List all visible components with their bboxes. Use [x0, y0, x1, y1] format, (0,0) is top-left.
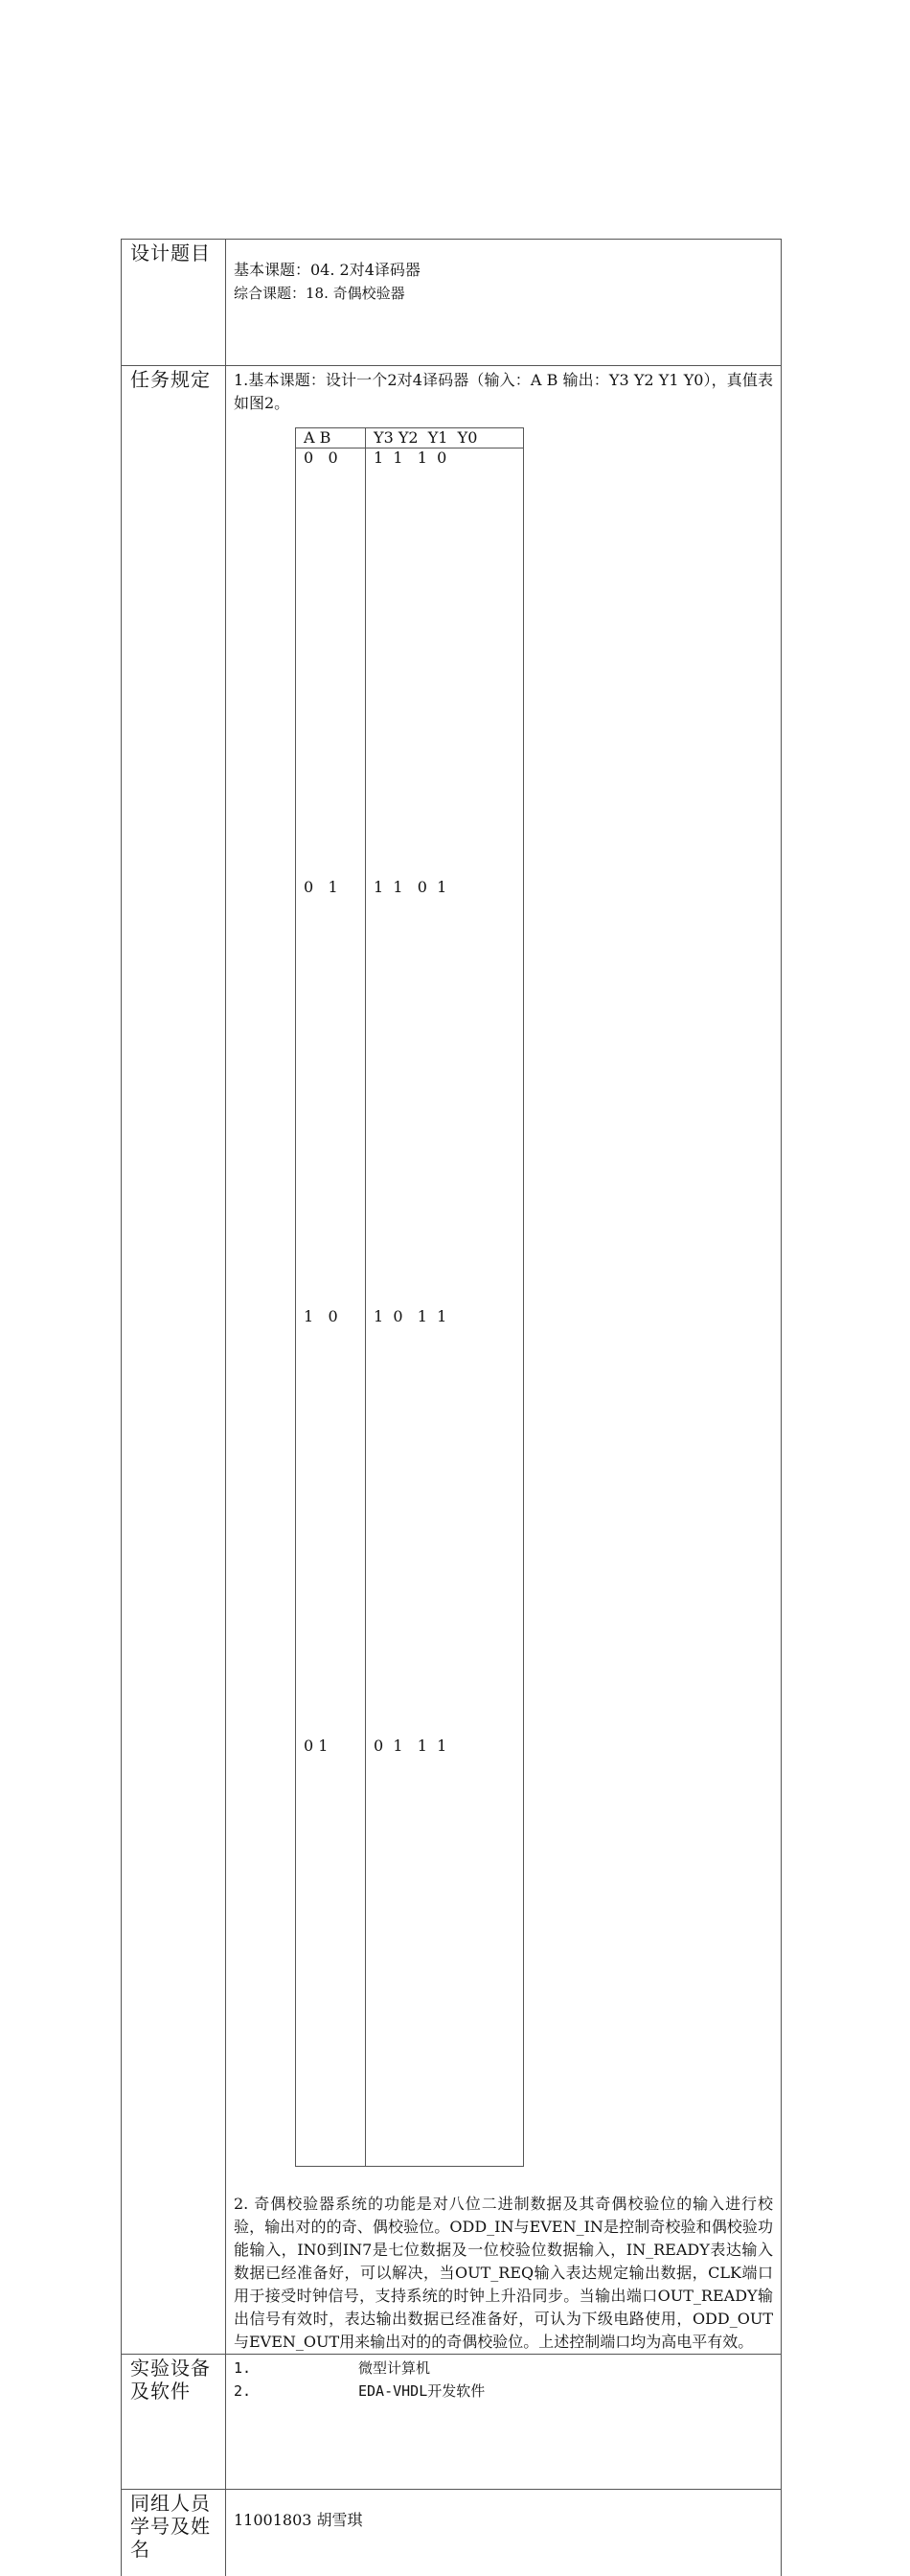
truth-table-row — [296, 1307, 524, 1736]
truth-table-cell-outputs: 1 0 1 1 — [366, 1307, 524, 1736]
truth-table-cell-inputs: 0 1 — [296, 878, 366, 1307]
truth-table-header-outputs: Y3 Y2 Y1 Y0 — [366, 428, 524, 448]
truth-table-cell-inputs: 1 0 — [296, 1307, 366, 1736]
equipment-row — [122, 2355, 782, 2490]
members-heading: 同组人员学号及姓名 — [122, 2490, 226, 2576]
equipment-content — [226, 2355, 782, 2490]
topic-heading: 设计题目 — [122, 240, 226, 366]
members-content — [226, 2490, 782, 2576]
equipment-item-number: 2. — [234, 2380, 358, 2403]
truth-table-cell-outputs: 1 1 0 1 — [366, 878, 524, 1307]
task-heading: 任务规定 — [122, 366, 226, 2355]
truth-table-header — [296, 428, 524, 448]
equipment-heading: 实验设备及软件 — [122, 2355, 226, 2490]
truth-table — [295, 427, 524, 2167]
topic-row — [122, 240, 782, 366]
task-content — [226, 366, 782, 2355]
truth-table-cell-outputs: 0 1 1 1 — [366, 1736, 524, 2167]
members-row — [122, 2490, 782, 2576]
equipment-item-text: 微型计算机 — [358, 2357, 430, 2380]
truth-table-row — [296, 1736, 524, 2167]
truth-table-cell-outputs: 1 1 1 0 — [366, 448, 524, 879]
equipment-item — [234, 2357, 773, 2380]
topic-content — [226, 240, 782, 366]
task-parity-paragraph: 2. 奇偶校验器系统的功能是对八位二进制数据及其奇偶校验位的输入进行校验，输出对的的奇、偶校验位。ODD_IN与EVEN_IN是控制奇校验和偶校验功能输入，IN0到IN7是七位数据及一位校验位数据输入，IN_READY表达输入数据已经准备好，可以解决，当OUT_REQ输入表达规定输出数据，CLK端口用于接受时钟信号，支持系统的时钟上升沿同步。当输出端口OUT_READY输出信号有效时，表达输出数据已经准备好，可认为下级电路使用，ODD_OUT与EVEN_OUT用来输出对的的奇偶校验位。上述控制端口均为高电平有效。 — [234, 2193, 773, 2354]
truth-table-row — [296, 448, 524, 879]
comprehensive-topic: 综合课题：18. 奇偶校验器 — [234, 282, 773, 305]
task-basic-paragraph: 1.基本课题：设计一个2对4译码器（输入：A B 输出：Y3 Y2 Y1 Y0），真值表如图2。 — [234, 366, 773, 415]
truth-table-cell-inputs: 0 0 — [296, 448, 366, 879]
equipment-item — [234, 2380, 773, 2403]
truth-table-cell-inputs: 0 1 — [296, 1736, 366, 2167]
equipment-item-text: EDA-VHDL开发软件 — [358, 2380, 485, 2403]
basic-topic: 基本课题：04. 2对4译码器 — [234, 259, 773, 282]
equipment-item-number: 1. — [234, 2357, 358, 2380]
member-id-name: 11001803 胡雪琪 — [234, 2490, 773, 2532]
truth-table-row — [296, 878, 524, 1307]
task-row — [122, 366, 782, 2355]
truth-table-header-inputs: A B — [296, 428, 366, 448]
design-form-table — [121, 239, 782, 2576]
